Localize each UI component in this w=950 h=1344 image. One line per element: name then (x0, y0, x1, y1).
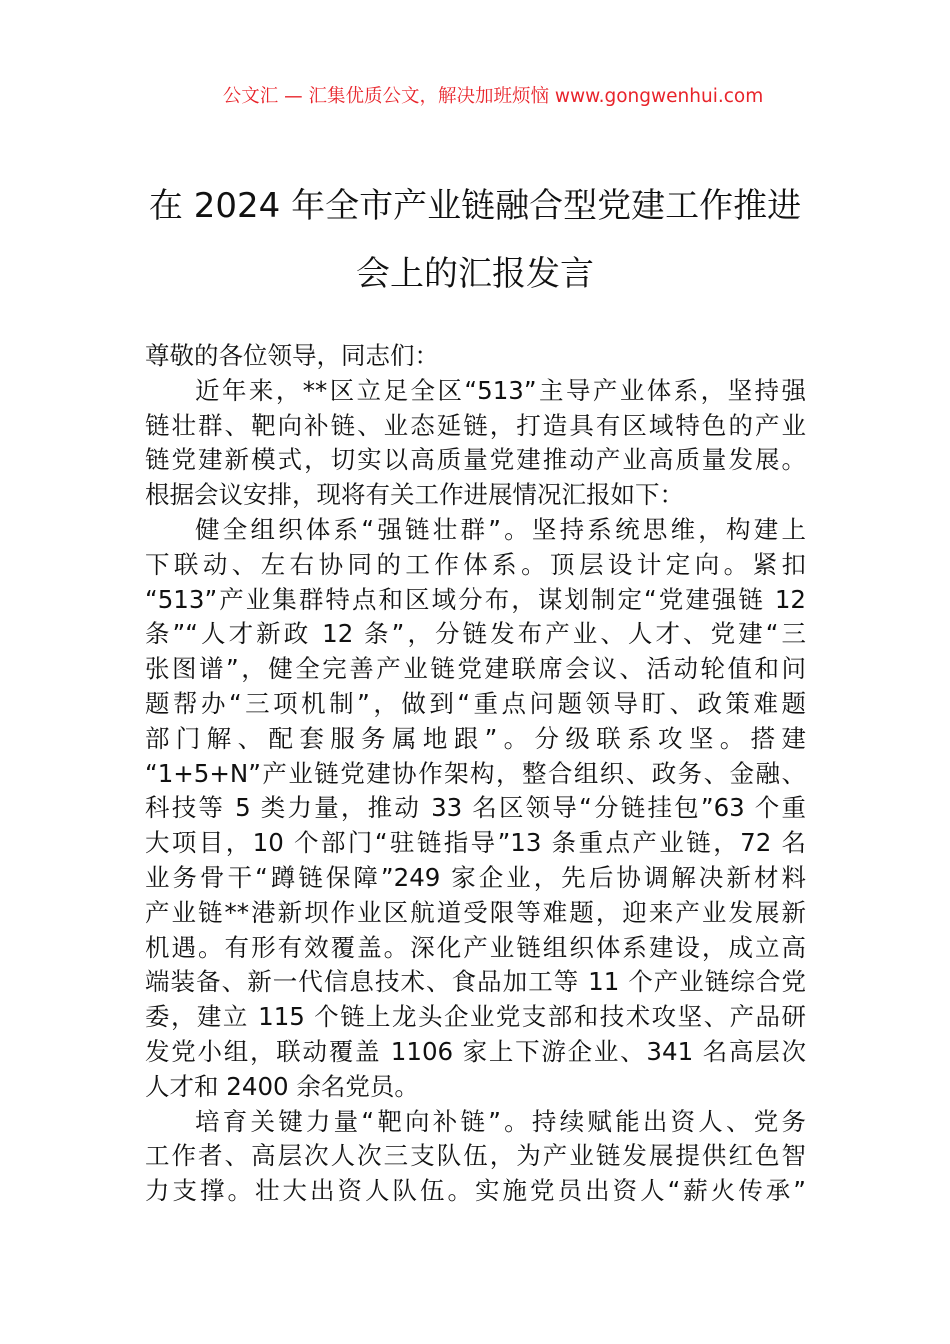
paragraph-line: 力支撑。壮大出资人队伍。实施党员出资人“薪火传承” (145, 1176, 806, 1206)
salutation: 尊敬的各位领导，同志们： (145, 341, 439, 370)
paragraph (145, 513, 806, 1105)
paragraph (145, 374, 806, 513)
paragraph-line: 人才和 2400 余名党员。 (145, 1071, 419, 1101)
paragraph-line: 近年来，**区立足全区“513”主导产业体系，坚持强 (195, 375, 806, 405)
paragraph (145, 1105, 806, 1209)
paragraph-line: 业务骨干“蹲链保障”249 家企业，先后协调解决新材料 (145, 862, 806, 892)
paragraph-line: 根据会议安排，现将有关工作进展情况汇报如下： (145, 480, 684, 510)
paragraph-line: 端装备、新一代信息技术、食品加工等 11 个产业链综合党 (145, 967, 806, 997)
paragraphs (145, 374, 806, 1209)
document-title-line-2: 会上的汇报发言 (356, 254, 594, 294)
paragraph-line: “513”产业集群特点和区域分布，谋划制定“党建强链 12 (145, 584, 806, 614)
paragraph-line: 张图谱”，健全完善产业链党建联席会议、活动轮值和问 (145, 654, 806, 684)
paragraph-line: 题帮办“三项机制”，做到“重点问题领导盯、政策难题 (145, 688, 806, 718)
header-watermark-banner: 公文汇 — 汇集优质公文，解决加班烦恼 www.gongwenhui.com (222, 86, 764, 107)
document-body (145, 339, 806, 1209)
paragraph-line: 工作者、高层次人次三支队伍，为产业链发展提供红色智 (145, 1141, 806, 1171)
paragraph-line: 机遇。有形有效覆盖。深化产业链组织体系建设，成立高 (145, 932, 806, 962)
paragraph-line: 链党建新模式，切实以高质量党建推动产业高质量发展。 (145, 445, 806, 475)
paragraph-line: 产业链**港新坝作业区航道受限等难题，迎来产业发展新 (145, 897, 806, 927)
paragraph-line: 大项目，10 个部门“驻链指导”13 条重点产业链，72 名 (145, 828, 806, 858)
paragraph-line: 科技等 5 类力量，推动 33 名区领导“分链挂包”63 个重 (145, 793, 806, 823)
document-title-line-1: 在 2024 年全市产业链融合型党建工作推进 (148, 186, 802, 226)
paragraph-line: 委，建立 115 个链上龙头企业党支部和技术攻坚、产品研 (145, 1002, 806, 1032)
paragraph-line: 发党小组，联动覆盖 1106 家上下游企业、341 名高层次 (145, 1036, 806, 1066)
paragraph-line: 健全组织体系“强链壮群”。坚持系统思维，构建上 (195, 514, 806, 544)
paragraph-line: 条”“人才新政 12 条”，分链发布产业、人才、党建“三 (145, 619, 806, 649)
paragraph-line: 培育关键力量“靶向补链”。持续赋能出资人、党务 (195, 1106, 806, 1136)
paragraph-line: 链壮群、靶向补链、业态延链，打造具有区域特色的产业 (145, 410, 806, 440)
paragraph-line: 部门解、配套服务属地跟”。分级联系攻坚。搭建 (145, 723, 806, 753)
paragraph-line: 下联动、左右协同的工作体系。顶层设计定向。紧扣 (145, 549, 806, 579)
paragraph-line: “1+5+N”产业链党建协作架构，整合组织、政务、金融、 (145, 758, 806, 788)
